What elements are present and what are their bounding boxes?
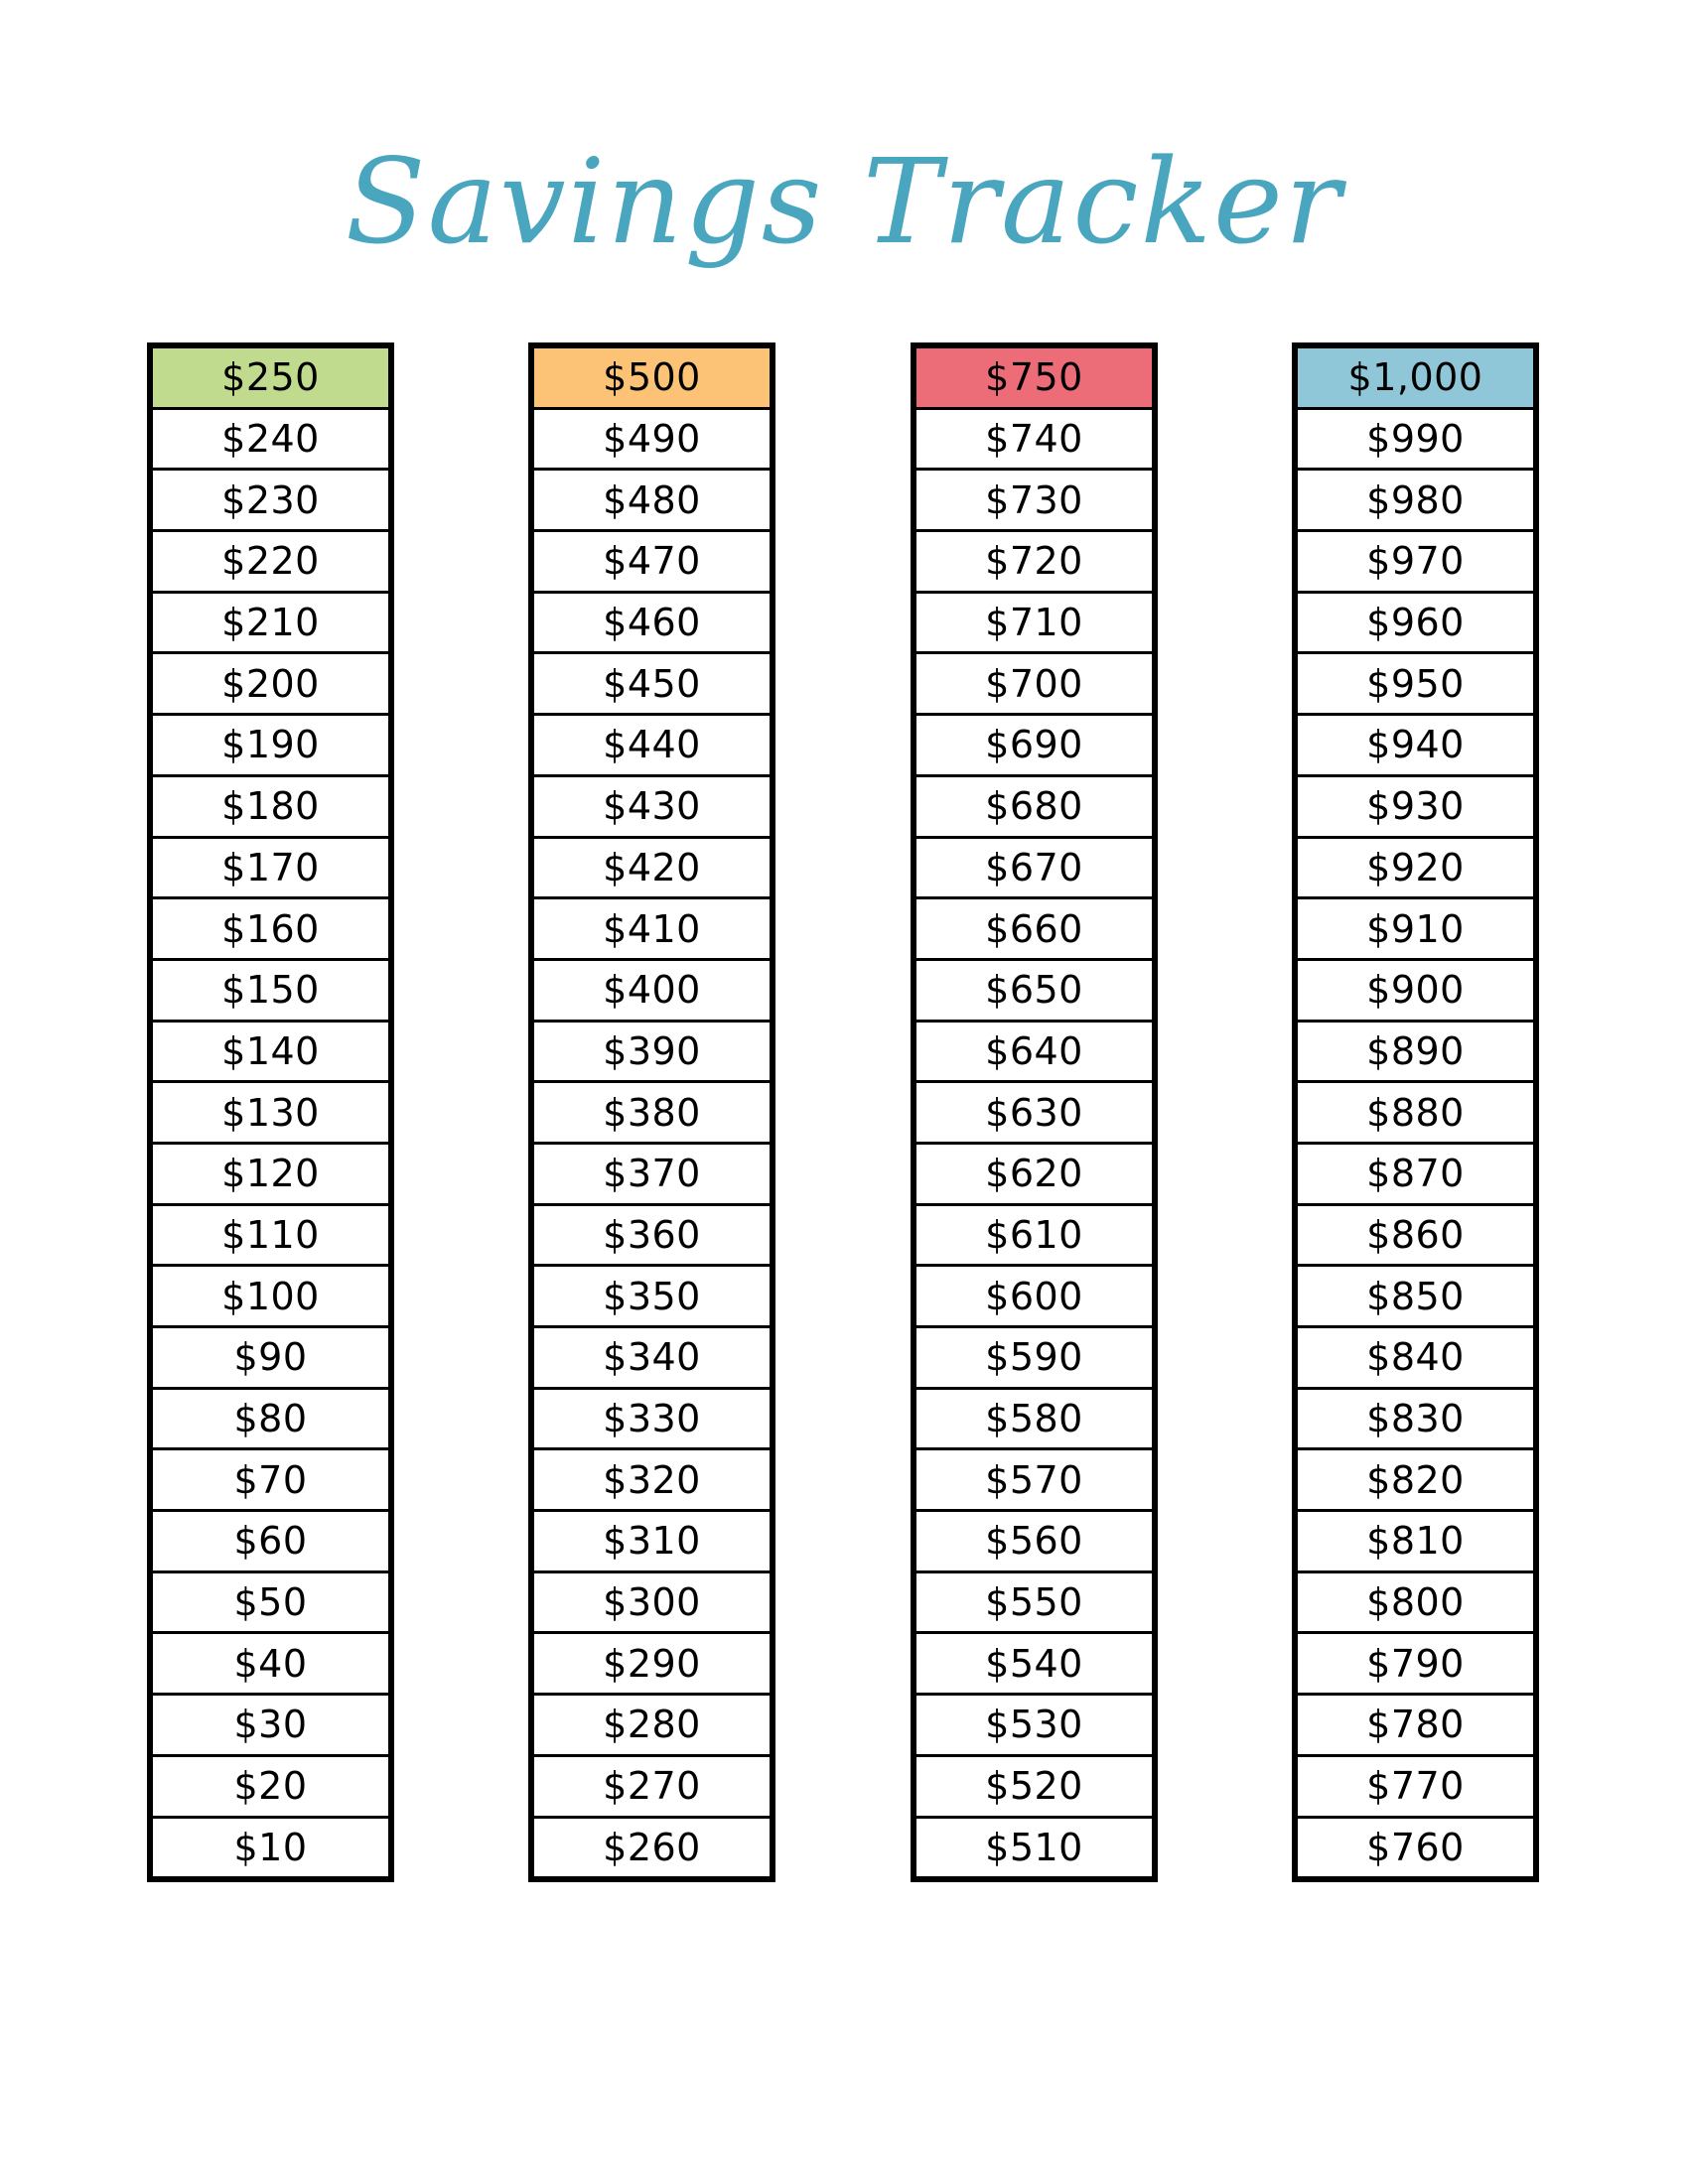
amount-cell[interactable]: $800 (1298, 1570, 1533, 1632)
amount-cell[interactable]: $480 (534, 468, 770, 529)
amount-cell[interactable]: $300 (534, 1570, 770, 1632)
tracker-column-500 (528, 342, 775, 1882)
amount-cell[interactable]: $950 (1298, 651, 1533, 713)
amount-cell[interactable]: $770 (1298, 1754, 1533, 1816)
amount-cell[interactable]: $780 (1298, 1693, 1533, 1754)
amount-cell[interactable]: $470 (534, 529, 770, 591)
amount-cell[interactable]: $120 (153, 1142, 388, 1203)
amount-cell[interactable]: $720 (916, 529, 1152, 591)
amount-cell[interactable]: $200 (153, 651, 388, 713)
amount-cell[interactable]: $260 (534, 1816, 770, 1877)
amount-cell[interactable]: $110 (153, 1203, 388, 1265)
amount-cell[interactable]: $410 (534, 896, 770, 958)
amount-cell[interactable]: $710 (916, 591, 1152, 652)
amount-cell[interactable]: $290 (534, 1631, 770, 1693)
amount-cell[interactable]: $960 (1298, 591, 1533, 652)
amount-cell[interactable]: $860 (1298, 1203, 1533, 1265)
amount-cell[interactable]: $40 (153, 1631, 388, 1693)
amount-cell[interactable]: $970 (1298, 529, 1533, 591)
goal-cell: $1,000 (1298, 348, 1533, 407)
amount-cell[interactable]: $790 (1298, 1631, 1533, 1693)
amount-cell[interactable]: $50 (153, 1570, 388, 1632)
amount-cell[interactable]: $360 (534, 1203, 770, 1265)
tracker-column-250 (147, 342, 394, 1882)
amount-cell[interactable]: $850 (1298, 1264, 1533, 1325)
amount-cell[interactable]: $370 (534, 1142, 770, 1203)
amount-cell[interactable]: $530 (916, 1693, 1152, 1754)
amount-cell[interactable]: $310 (534, 1509, 770, 1570)
amount-cell[interactable]: $890 (1298, 1020, 1533, 1081)
goal-cell: $250 (153, 348, 388, 407)
amount-cell[interactable]: $430 (534, 774, 770, 836)
amount-cell[interactable]: $640 (916, 1020, 1152, 1081)
amount-cell[interactable]: $60 (153, 1509, 388, 1570)
amount-cell[interactable]: $150 (153, 958, 388, 1020)
amount-cell[interactable]: $460 (534, 591, 770, 652)
amount-cell[interactable]: $270 (534, 1754, 770, 1816)
amount-cell[interactable]: $20 (153, 1754, 388, 1816)
amount-cell[interactable]: $690 (916, 713, 1152, 774)
amount-cell[interactable]: $570 (916, 1447, 1152, 1509)
amount-cell[interactable]: $520 (916, 1754, 1152, 1816)
tracker-column-750 (911, 342, 1158, 1882)
amount-cell[interactable]: $70 (153, 1447, 388, 1509)
amount-cell[interactable]: $420 (534, 836, 770, 897)
amount-cell[interactable]: $650 (916, 958, 1152, 1020)
amount-cell[interactable]: $930 (1298, 774, 1533, 836)
amount-cell[interactable]: $80 (153, 1387, 388, 1448)
amount-cell[interactable]: $340 (534, 1325, 770, 1387)
goal-cell: $500 (534, 348, 770, 407)
amount-cell[interactable]: $220 (153, 529, 388, 591)
amount-cell[interactable]: $100 (153, 1264, 388, 1325)
amount-cell[interactable]: $730 (916, 468, 1152, 529)
amount-cell[interactable]: $280 (534, 1693, 770, 1754)
amount-cell[interactable]: $900 (1298, 958, 1533, 1020)
amount-cell[interactable]: $740 (916, 407, 1152, 469)
amount-cell[interactable]: $840 (1298, 1325, 1533, 1387)
amount-cell[interactable]: $680 (916, 774, 1152, 836)
amount-cell[interactable]: $170 (153, 836, 388, 897)
amount-cell[interactable]: $990 (1298, 407, 1533, 469)
amount-cell[interactable]: $830 (1298, 1387, 1533, 1448)
amount-cell[interactable]: $820 (1298, 1447, 1533, 1509)
amount-cell[interactable]: $980 (1298, 468, 1533, 529)
amount-cell[interactable]: $390 (534, 1020, 770, 1081)
amount-cell[interactable]: $630 (916, 1080, 1152, 1142)
amount-cell[interactable]: $90 (153, 1325, 388, 1387)
goal-cell: $750 (916, 348, 1152, 407)
amount-cell[interactable]: $490 (534, 407, 770, 469)
amount-cell[interactable]: $580 (916, 1387, 1152, 1448)
amount-cell[interactable]: $130 (153, 1080, 388, 1142)
amount-cell[interactable]: $870 (1298, 1142, 1533, 1203)
amount-cell[interactable]: $180 (153, 774, 388, 836)
amount-cell[interactable]: $30 (153, 1693, 388, 1754)
amount-cell[interactable]: $540 (916, 1631, 1152, 1693)
page-title: Savings Tracker (345, 133, 1343, 270)
amount-cell[interactable]: $660 (916, 896, 1152, 958)
amount-cell[interactable]: $190 (153, 713, 388, 774)
amount-cell[interactable]: $920 (1298, 836, 1533, 897)
amount-cell[interactable]: $600 (916, 1264, 1152, 1325)
amount-cell[interactable]: $560 (916, 1509, 1152, 1570)
amount-cell[interactable]: $450 (534, 651, 770, 713)
amount-cell[interactable]: $620 (916, 1142, 1152, 1203)
amount-cell[interactable]: $510 (916, 1816, 1152, 1877)
amount-cell[interactable]: $210 (153, 591, 388, 652)
amount-cell[interactable]: $610 (916, 1203, 1152, 1265)
amount-cell[interactable]: $240 (153, 407, 388, 469)
amount-cell[interactable]: $700 (916, 651, 1152, 713)
amount-cell[interactable]: $140 (153, 1020, 388, 1081)
amount-cell[interactable]: $910 (1298, 896, 1533, 958)
amount-cell[interactable]: $380 (534, 1080, 770, 1142)
amount-cell[interactable]: $590 (916, 1325, 1152, 1387)
amount-cell[interactable]: $10 (153, 1816, 388, 1877)
amount-cell[interactable]: $940 (1298, 713, 1533, 774)
amount-cell[interactable]: $670 (916, 836, 1152, 897)
amount-cell[interactable]: $350 (534, 1264, 770, 1325)
amount-cell[interactable]: $320 (534, 1447, 770, 1509)
amount-cell[interactable]: $230 (153, 468, 388, 529)
tracker-column-1000 (1292, 342, 1539, 1882)
amount-cell[interactable]: $400 (534, 958, 770, 1020)
amount-cell[interactable]: $330 (534, 1387, 770, 1448)
amount-cell[interactable]: $880 (1298, 1080, 1533, 1142)
amount-cell[interactable]: $550 (916, 1570, 1152, 1632)
amount-cell[interactable]: $160 (153, 896, 388, 958)
amount-cell[interactable]: $810 (1298, 1509, 1533, 1570)
amount-cell[interactable]: $760 (1298, 1816, 1533, 1877)
amount-cell[interactable]: $440 (534, 713, 770, 774)
